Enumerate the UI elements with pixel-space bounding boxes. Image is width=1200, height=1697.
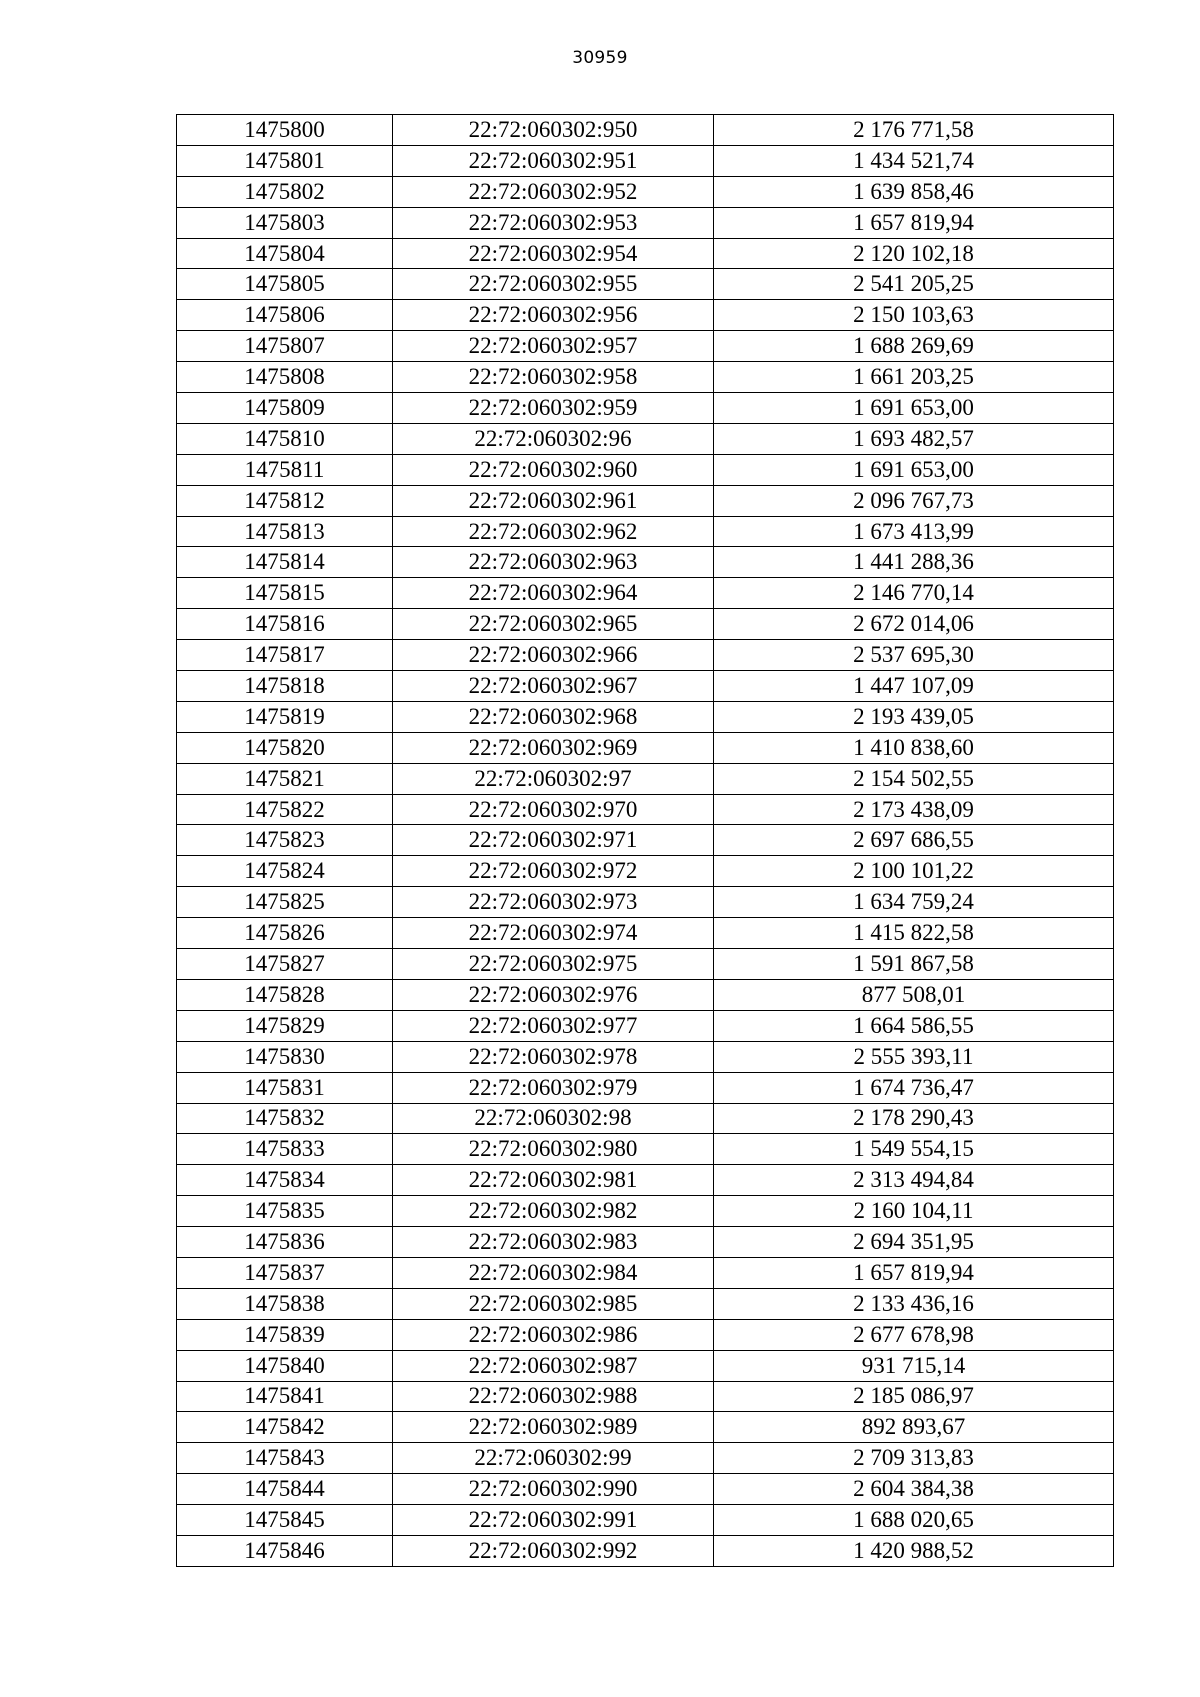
row-number-cell: 1475840 [177, 1350, 393, 1381]
cadastral-value-cell: 2 100 101,22 [714, 856, 1114, 887]
table-row [177, 671, 1114, 702]
row-number-cell: 1475843 [177, 1443, 393, 1474]
table-row [177, 300, 1114, 331]
cadastral-value-cell: 2 150 103,63 [714, 300, 1114, 331]
cadastral-value-cell: 2 173 438,09 [714, 794, 1114, 825]
cadastral-value-cell: 2 677 678,98 [714, 1319, 1114, 1350]
cadastral-value-table [176, 114, 1114, 1567]
cadastral-number-cell: 22:72:060302:952 [393, 176, 714, 207]
cadastral-number-cell: 22:72:060302:970 [393, 794, 714, 825]
row-number-cell: 1475823 [177, 825, 393, 856]
row-number-cell: 1475837 [177, 1257, 393, 1288]
table-row [177, 1474, 1114, 1505]
cadastral-value-cell: 2 146 770,14 [714, 578, 1114, 609]
table-row [177, 979, 1114, 1010]
row-number-cell: 1475810 [177, 423, 393, 454]
table-row [177, 362, 1114, 393]
cadastral-number-cell: 22:72:060302:954 [393, 238, 714, 269]
cadastral-value-cell: 2 096 767,73 [714, 485, 1114, 516]
cadastral-number-cell: 22:72:060302:986 [393, 1319, 714, 1350]
row-number-cell: 1475821 [177, 763, 393, 794]
cadastral-value-cell: 1 688 269,69 [714, 331, 1114, 362]
cadastral-number-cell: 22:72:060302:991 [393, 1505, 714, 1536]
cadastral-number-cell: 22:72:060302:950 [393, 115, 714, 146]
cadastral-number-cell: 22:72:060302:972 [393, 856, 714, 887]
cadastral-value-cell: 2 709 313,83 [714, 1443, 1114, 1474]
cadastral-value-cell: 1 415 822,58 [714, 918, 1114, 949]
table-row [177, 640, 1114, 671]
row-number-cell: 1475836 [177, 1227, 393, 1258]
cadastral-value-cell: 1 657 819,94 [714, 1257, 1114, 1288]
table-row [177, 269, 1114, 300]
cadastral-value-cell: 1 591 867,58 [714, 949, 1114, 980]
cadastral-value-cell: 2 672 014,06 [714, 609, 1114, 640]
row-number-cell: 1475814 [177, 547, 393, 578]
row-number-cell: 1475825 [177, 887, 393, 918]
row-number-cell: 1475805 [177, 269, 393, 300]
row-number-cell: 1475818 [177, 671, 393, 702]
cadastral-number-cell: 22:72:060302:988 [393, 1381, 714, 1412]
cadastral-number-cell: 22:72:060302:961 [393, 485, 714, 516]
table-row [177, 1288, 1114, 1319]
cadastral-value-cell: 892 893,67 [714, 1412, 1114, 1443]
cadastral-value-cell: 2 193 439,05 [714, 701, 1114, 732]
row-number-cell: 1475801 [177, 145, 393, 176]
table-row [177, 238, 1114, 269]
cadastral-number-cell: 22:72:060302:989 [393, 1412, 714, 1443]
cadastral-number-cell: 22:72:060302:960 [393, 454, 714, 485]
cadastral-number-cell: 22:72:060302:983 [393, 1227, 714, 1258]
cadastral-value-cell: 2 555 393,11 [714, 1041, 1114, 1072]
row-number-cell: 1475844 [177, 1474, 393, 1505]
cadastral-number-cell: 22:72:060302:992 [393, 1535, 714, 1566]
row-number-cell: 1475804 [177, 238, 393, 269]
cadastral-number-cell: 22:72:060302:976 [393, 979, 714, 1010]
cadastral-value-cell: 1 673 413,99 [714, 516, 1114, 547]
cadastral-value-cell: 2 120 102,18 [714, 238, 1114, 269]
row-number-cell: 1475833 [177, 1134, 393, 1165]
cadastral-value-cell: 1 434 521,74 [714, 145, 1114, 176]
table-row [177, 794, 1114, 825]
table-row [177, 856, 1114, 887]
cadastral-value-cell: 1 688 020,65 [714, 1505, 1114, 1536]
table-row [177, 393, 1114, 424]
row-number-cell: 1475809 [177, 393, 393, 424]
cadastral-value-cell: 2 313 494,84 [714, 1165, 1114, 1196]
cadastral-number-cell: 22:72:060302:971 [393, 825, 714, 856]
table-row [177, 485, 1114, 516]
cadastral-value-cell: 1 441 288,36 [714, 547, 1114, 578]
row-number-cell: 1475817 [177, 640, 393, 671]
row-number-cell: 1475845 [177, 1505, 393, 1536]
cadastral-value-cell: 2 541 205,25 [714, 269, 1114, 300]
table-row [177, 609, 1114, 640]
cadastral-number-cell: 22:72:060302:966 [393, 640, 714, 671]
row-number-cell: 1475806 [177, 300, 393, 331]
cadastral-number-cell: 22:72:060302:984 [393, 1257, 714, 1288]
cadastral-number-cell: 22:72:060302:956 [393, 300, 714, 331]
row-number-cell: 1475830 [177, 1041, 393, 1072]
cadastral-number-cell: 22:72:060302:959 [393, 393, 714, 424]
cadastral-value-cell: 2 178 290,43 [714, 1103, 1114, 1134]
cadastral-number-cell: 22:72:060302:963 [393, 547, 714, 578]
cadastral-value-cell: 2 160 104,11 [714, 1196, 1114, 1227]
cadastral-number-cell: 22:72:060302:973 [393, 887, 714, 918]
row-number-cell: 1475842 [177, 1412, 393, 1443]
row-number-cell: 1475839 [177, 1319, 393, 1350]
row-number-cell: 1475832 [177, 1103, 393, 1134]
table-row [177, 887, 1114, 918]
table-row [177, 1072, 1114, 1103]
row-number-cell: 1475812 [177, 485, 393, 516]
table-row [177, 949, 1114, 980]
cadastral-value-cell: 1 661 203,25 [714, 362, 1114, 393]
table-row [177, 207, 1114, 238]
cadastral-number-cell: 22:72:060302:98 [393, 1103, 714, 1134]
row-number-cell: 1475813 [177, 516, 393, 547]
cadastral-value-cell: 2 694 351,95 [714, 1227, 1114, 1258]
cadastral-value-cell: 1 410 838,60 [714, 732, 1114, 763]
row-number-cell: 1475808 [177, 362, 393, 393]
cadastral-value-cell: 877 508,01 [714, 979, 1114, 1010]
cadastral-value-cell: 1 691 653,00 [714, 393, 1114, 424]
page-number: 30959 [572, 48, 628, 68]
table-row [177, 547, 1114, 578]
cadastral-number-cell: 22:72:060302:982 [393, 1196, 714, 1227]
cadastral-number-cell: 22:72:060302:974 [393, 918, 714, 949]
cadastral-number-cell: 22:72:060302:979 [393, 1072, 714, 1103]
table-row [177, 145, 1114, 176]
cadastral-value-cell: 1 549 554,15 [714, 1134, 1114, 1165]
table-row [177, 516, 1114, 547]
cadastral-value-cell: 1 691 653,00 [714, 454, 1114, 485]
cadastral-number-cell: 22:72:060302:96 [393, 423, 714, 454]
cadastral-value-cell: 2 154 502,55 [714, 763, 1114, 794]
cadastral-number-cell: 22:72:060302:981 [393, 1165, 714, 1196]
row-number-cell: 1475826 [177, 918, 393, 949]
cadastral-value-cell: 1 420 988,52 [714, 1535, 1114, 1566]
row-number-cell: 1475822 [177, 794, 393, 825]
table-body [177, 115, 1114, 1567]
table-row [177, 1165, 1114, 1196]
cadastral-number-cell: 22:72:060302:964 [393, 578, 714, 609]
table-row [177, 1227, 1114, 1258]
table-row [177, 825, 1114, 856]
table-row [177, 1196, 1114, 1227]
table-row [177, 331, 1114, 362]
cadastral-number-cell: 22:72:060302:965 [393, 609, 714, 640]
table-row [177, 454, 1114, 485]
table-row [177, 1535, 1114, 1566]
row-number-cell: 1475803 [177, 207, 393, 238]
cadastral-number-cell: 22:72:060302:955 [393, 269, 714, 300]
table-row [177, 1381, 1114, 1412]
cadastral-number-cell: 22:72:060302:953 [393, 207, 714, 238]
table-row [177, 1350, 1114, 1381]
cadastral-number-cell: 22:72:060302:969 [393, 732, 714, 763]
row-number-cell: 1475834 [177, 1165, 393, 1196]
table-row [177, 732, 1114, 763]
cadastral-number-cell: 22:72:060302:987 [393, 1350, 714, 1381]
row-number-cell: 1475807 [177, 331, 393, 362]
table-row [177, 176, 1114, 207]
cadastral-value-cell: 1 693 482,57 [714, 423, 1114, 454]
cadastral-number-cell: 22:72:060302:957 [393, 331, 714, 362]
cadastral-number-cell: 22:72:060302:978 [393, 1041, 714, 1072]
cadastral-number-cell: 22:72:060302:99 [393, 1443, 714, 1474]
cadastral-number-cell: 22:72:060302:958 [393, 362, 714, 393]
table-row [177, 701, 1114, 732]
row-number-cell: 1475824 [177, 856, 393, 887]
cadastral-value-cell: 1 639 858,46 [714, 176, 1114, 207]
cadastral-value-cell: 1 634 759,24 [714, 887, 1114, 918]
cadastral-value-cell: 1 664 586,55 [714, 1010, 1114, 1041]
cadastral-number-cell: 22:72:060302:951 [393, 145, 714, 176]
table-row [177, 1134, 1114, 1165]
cadastral-number-cell: 22:72:060302:97 [393, 763, 714, 794]
table-row [177, 918, 1114, 949]
table-row [177, 115, 1114, 146]
cadastral-value-cell: 2 176 771,58 [714, 115, 1114, 146]
cadastral-value-cell: 2 133 436,16 [714, 1288, 1114, 1319]
cadastral-number-cell: 22:72:060302:975 [393, 949, 714, 980]
cadastral-value-cell: 2 697 686,55 [714, 825, 1114, 856]
row-number-cell: 1475846 [177, 1535, 393, 1566]
cadastral-value-cell: 2 537 695,30 [714, 640, 1114, 671]
table-row [177, 578, 1114, 609]
table-row [177, 423, 1114, 454]
table-row [177, 1010, 1114, 1041]
table-row [177, 1412, 1114, 1443]
cadastral-number-cell: 22:72:060302:967 [393, 671, 714, 702]
row-number-cell: 1475815 [177, 578, 393, 609]
cadastral-value-cell: 931 715,14 [714, 1350, 1114, 1381]
row-number-cell: 1475838 [177, 1288, 393, 1319]
table-row [177, 1041, 1114, 1072]
cadastral-number-cell: 22:72:060302:980 [393, 1134, 714, 1165]
cadastral-value-cell: 1 657 819,94 [714, 207, 1114, 238]
table-row [177, 1319, 1114, 1350]
cadastral-value-cell: 1 674 736,47 [714, 1072, 1114, 1103]
row-number-cell: 1475811 [177, 454, 393, 485]
table-row [177, 1505, 1114, 1536]
table-row [177, 1257, 1114, 1288]
table-row [177, 1103, 1114, 1134]
table-row [177, 1443, 1114, 1474]
row-number-cell: 1475829 [177, 1010, 393, 1041]
cadastral-number-cell: 22:72:060302:977 [393, 1010, 714, 1041]
cadastral-value-cell: 2 185 086,97 [714, 1381, 1114, 1412]
cadastral-number-cell: 22:72:060302:968 [393, 701, 714, 732]
cadastral-value-cell: 1 447 107,09 [714, 671, 1114, 702]
row-number-cell: 1475827 [177, 949, 393, 980]
row-number-cell: 1475828 [177, 979, 393, 1010]
table-row [177, 763, 1114, 794]
cadastral-value-cell: 2 604 384,38 [714, 1474, 1114, 1505]
row-number-cell: 1475802 [177, 176, 393, 207]
row-number-cell: 1475831 [177, 1072, 393, 1103]
row-number-cell: 1475835 [177, 1196, 393, 1227]
row-number-cell: 1475841 [177, 1381, 393, 1412]
row-number-cell: 1475819 [177, 701, 393, 732]
cadastral-number-cell: 22:72:060302:985 [393, 1288, 714, 1319]
row-number-cell: 1475820 [177, 732, 393, 763]
cadastral-number-cell: 22:72:060302:962 [393, 516, 714, 547]
row-number-cell: 1475816 [177, 609, 393, 640]
cadastral-number-cell: 22:72:060302:990 [393, 1474, 714, 1505]
row-number-cell: 1475800 [177, 115, 393, 146]
